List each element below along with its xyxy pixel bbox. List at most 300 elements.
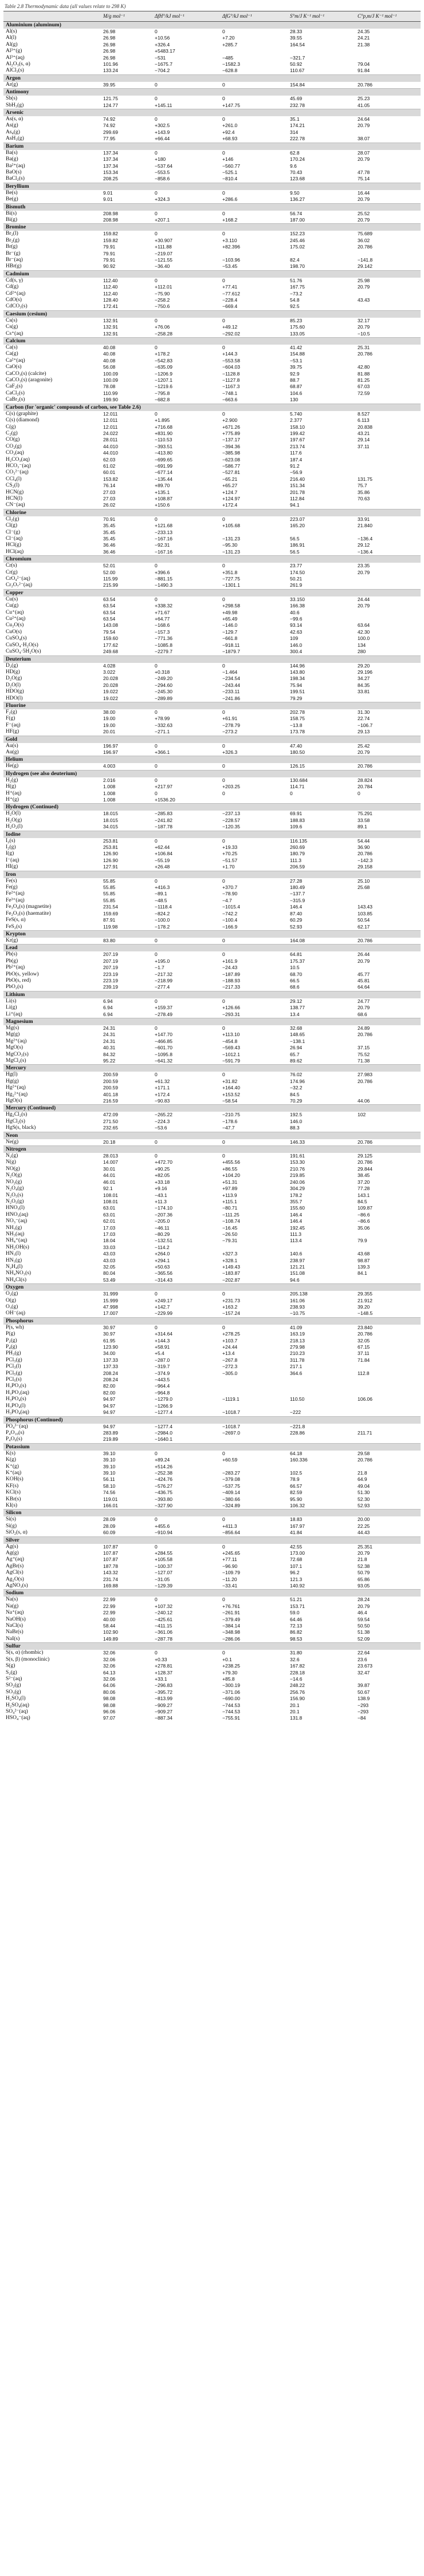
value-cell [220, 1436, 288, 1443]
value-cell: 60.01 [103, 469, 116, 476]
value-cell: −287.0 [155, 1357, 170, 1363]
value-cell: 75.14 [358, 176, 370, 182]
value-cell: −157.3 [155, 629, 170, 635]
table-row [3, 958, 421, 965]
value-cell: −4.7 [222, 897, 232, 903]
substance-cell: H₂CO₃(aq) [6, 456, 30, 463]
table-row [3, 1563, 421, 1570]
value-cell: 140.6 [290, 1251, 303, 1257]
value-cell: +82.05 [155, 1172, 170, 1179]
substance-cell: Hg²⁺(aq) [6, 1085, 26, 1091]
value-cell [288, 530, 355, 536]
value-cell: 61.02 [103, 463, 116, 469]
value-cell: −591.79 [222, 1058, 240, 1064]
value-cell: −183.87 [222, 1270, 240, 1277]
substance-cell: C(g) [6, 424, 16, 430]
value-cell: 355.7 [290, 1198, 303, 1204]
table-row [3, 542, 421, 548]
value-cell [220, 797, 288, 804]
value-cell: −217.32 [155, 971, 172, 977]
value-cell: 180.50 [290, 749, 305, 755]
value-cell: 97.07 [103, 1715, 116, 1721]
value-cell: +396.6 [155, 569, 170, 575]
value-cell: −106.7 [358, 722, 373, 728]
value-cell: 0 [155, 878, 158, 884]
value-cell: 208.98 [103, 210, 118, 216]
value-cell: 60.09 [103, 1530, 116, 1536]
value-cell [220, 1383, 288, 1389]
value-cell: 27.983 [358, 1072, 372, 1078]
substance-cell: N₂O₅(g) [6, 1198, 24, 1204]
substance-cell: CS₂(l) [6, 483, 19, 489]
value-cell: 33.81 [358, 689, 370, 695]
substance-cell: Cd(g) [6, 284, 19, 290]
table-row [3, 811, 421, 817]
value-cell: 78.08 [103, 384, 116, 390]
value-cell: 0 [155, 1153, 158, 1159]
value-cell: 187.78 [103, 1563, 118, 1569]
value-cell: 31.30 [358, 709, 370, 715]
table-title: Table 2.8 Thermodynamic data (all values relate to 298 K) [5, 3, 126, 9]
value-cell: 28.09 [103, 1523, 116, 1529]
value-cell: 163.19 [290, 1331, 305, 1337]
value-cell: 45.69 [290, 96, 303, 102]
section-title: Caesium (cesium) [3, 310, 421, 318]
value-cell: −409.14 [222, 1490, 240, 1496]
table-row [3, 904, 421, 910]
value-cell: 133.05 [290, 330, 305, 337]
value-cell: 29.58 [358, 1450, 370, 1456]
value-cell: 41.09 [290, 1324, 303, 1330]
substance-cell: NH₄⁺(aq) [6, 1238, 28, 1244]
value-cell: +455.6 [155, 1523, 170, 1529]
value-cell: 207.19 [103, 958, 118, 964]
substance-cell: CaO(s) [6, 364, 22, 370]
value-cell: −188.93 [222, 977, 240, 983]
value-cell [355, 530, 421, 536]
value-cell: 84.5 [358, 1198, 367, 1204]
value-cell [355, 1125, 421, 1132]
substance-cell: NaBr(s) [6, 1629, 23, 1635]
value-cell: 40.31 [103, 1045, 116, 1051]
value-cell: −1206.9 [155, 370, 172, 377]
value-cell: +144.3 [222, 351, 238, 357]
table-row [3, 1338, 421, 1344]
value-cell: −84 [358, 1715, 366, 1721]
table-row [3, 1139, 421, 1146]
value-cell: 169.88 [103, 1583, 118, 1589]
value-cell: 107.87 [103, 1550, 118, 1556]
table-row [3, 709, 421, 716]
value-cell: 83.80 [103, 937, 116, 943]
substance-cell: CO₃²⁻(aq) [6, 469, 29, 476]
value-cell: 52.38 [358, 1563, 370, 1569]
value-cell: 20.79 [358, 1550, 370, 1556]
section-header [3, 89, 421, 96]
value-cell: 0 [222, 777, 225, 783]
substance-cell: O₂(g) [6, 1291, 18, 1297]
substance-cell: HNO₃(l) [6, 1205, 25, 1211]
gibbs-column-header: ΔfG°/kJ mol⁻¹ [220, 11, 288, 22]
value-cell: 42.55 [290, 1543, 303, 1550]
value-cell: 228.86 [290, 1429, 305, 1436]
value-cell: −856.64 [222, 1530, 240, 1536]
value-cell: +104.20 [222, 1172, 240, 1179]
table-row [3, 384, 421, 390]
value-cell: 94.97 [103, 1396, 116, 1402]
value-cell: 123.90 [103, 1344, 118, 1350]
value-cell: −485 [222, 54, 234, 61]
table-row [3, 1544, 421, 1550]
table-row [3, 911, 421, 917]
value-cell: 60.29 [290, 917, 303, 923]
value-cell [220, 1390, 288, 1396]
value-cell: 52.09 [358, 1635, 370, 1642]
substance-cell: Na(s) [6, 1597, 18, 1603]
value-cell [355, 1436, 421, 1443]
value-cell: +159.37 [155, 1005, 172, 1011]
value-cell: 158.75 [290, 716, 305, 722]
value-cell [220, 1464, 288, 1470]
value-cell [355, 1409, 421, 1416]
table-row [3, 476, 421, 483]
value-cell: 210.23 [290, 1350, 305, 1357]
value-cell: 222.78 [290, 136, 305, 142]
value-cell: −293 [358, 1702, 369, 1708]
value-cell: 0 [222, 1516, 225, 1523]
value-cell: −1085.8 [155, 642, 172, 648]
value-cell: 0 [155, 998, 158, 1004]
value-cell: −221.8 [290, 1423, 305, 1429]
table-row [3, 1676, 421, 1682]
value-cell: 98.53 [290, 1635, 303, 1642]
value-cell: 67.15 [358, 1344, 370, 1350]
value-cell: 0 [222, 231, 225, 237]
value-cell: 26.94 [290, 1045, 303, 1051]
substance-cell: PbO(s, yellow) [6, 971, 39, 977]
value-cell: −53.6 [155, 1125, 167, 1131]
substance-cell: He(g) [6, 763, 19, 769]
table-row [3, 523, 421, 529]
substance-cell: HCN(l) [6, 495, 23, 501]
value-cell: −755.91 [222, 1715, 240, 1721]
table-row [3, 629, 421, 635]
table-row [3, 1005, 421, 1011]
value-cell: 0 [222, 1025, 225, 1031]
value-cell: 104.6 [290, 390, 303, 396]
value-cell: 58.10 [103, 1483, 116, 1489]
value-cell: +0.33 [155, 1656, 167, 1662]
value-cell: 94.97 [103, 1423, 116, 1429]
value-cell: −748.1 [222, 390, 238, 396]
substance-cell: SO₃(g) [6, 1689, 21, 1695]
value-cell: 192.5 [290, 1112, 303, 1118]
value-cell: 85.23 [290, 317, 303, 323]
substance-cell: Cd²⁺(aq) [6, 290, 26, 297]
value-cell: −576.27 [155, 1483, 172, 1489]
section-title: Iodine [3, 831, 421, 838]
value-cell: +284.55 [155, 1550, 172, 1556]
substance-cell: N₂H₄(l) [6, 1263, 23, 1270]
value-cell: 61.95 [103, 1337, 116, 1344]
value-cell: 26.98 [103, 48, 116, 54]
substance-cell: Cu(g) [6, 603, 19, 609]
table-row [3, 675, 421, 682]
value-cell: −1127.8 [222, 377, 240, 384]
value-cell: 12.011 [103, 417, 118, 424]
value-cell: 47.78 [358, 169, 370, 175]
value-cell: +147.75 [222, 102, 240, 108]
value-cell: 33.03 [103, 1244, 116, 1250]
value-cell: +68.93 [222, 136, 238, 142]
value-cell: 187.00 [290, 216, 305, 223]
value-cell: 70.63 [358, 495, 370, 501]
value-cell: 0 [222, 709, 225, 715]
table-row [3, 156, 421, 163]
value-cell: −2697.0 [222, 1429, 240, 1436]
value-cell [288, 1390, 355, 1396]
value-cell: −699.65 [155, 456, 172, 463]
value-cell: 17.03 [103, 1224, 116, 1231]
table-row [3, 1270, 421, 1277]
substance-cell: H⁺(g) [6, 797, 19, 803]
value-cell: −2279.7 [155, 649, 172, 655]
value-cell [220, 1377, 288, 1383]
value-cell: +149.43 [222, 1263, 240, 1270]
value-cell: 44.01 [103, 1172, 116, 1179]
value-cell: −138.1 [290, 1038, 305, 1044]
value-cell: −319.7 [155, 1364, 170, 1370]
substance-cell: MgCO₃(s) [6, 1051, 29, 1057]
value-cell: 36.46 [103, 542, 116, 548]
value-cell: 228.18 [290, 1669, 305, 1676]
value-cell: 0 [155, 1543, 158, 1550]
value-cell: 0 [155, 410, 158, 417]
value-cell: 167.97 [290, 1523, 305, 1529]
value-cell: 42.63 [290, 629, 303, 635]
value-cell: −111.25 [222, 1211, 240, 1218]
value-cell: 0 [155, 1516, 158, 1523]
value-cell: −560.77 [222, 163, 240, 169]
value-cell: 0 [155, 96, 158, 102]
value-cell: 37.20 [358, 1179, 370, 1185]
value-cell: 208.25 [103, 176, 118, 182]
value-cell: 56.5 [290, 536, 300, 542]
value-cell: 0 [222, 878, 225, 884]
substance-cell: HNO₃(aq) [6, 1211, 29, 1218]
substance-cell: Cu²⁺(aq) [6, 616, 26, 622]
value-cell: 20.79 [358, 123, 370, 129]
value-cell: +124.7 [222, 489, 238, 495]
substance-cell: N₂O(g) [6, 1172, 22, 1179]
value-cell: 88.3 [290, 1125, 300, 1131]
value-cell: 84.1 [358, 1270, 367, 1277]
substance-cell: Mg(s) [6, 1025, 19, 1031]
value-cell: −136.4 [358, 536, 373, 542]
value-cell: 20.786 [358, 1078, 372, 1084]
value-cell: 43.21 [358, 430, 370, 436]
substance-cell: Ne(g) [6, 1139, 19, 1145]
value-cell: +105.58 [155, 1556, 172, 1563]
value-cell: 174.50 [290, 569, 305, 575]
value-cell: 25.52 [358, 210, 370, 216]
value-cell: −43.1 [155, 1192, 167, 1198]
value-cell [355, 1119, 421, 1125]
value-cell: 0 [155, 1450, 158, 1456]
value-cell: +77.41 [222, 284, 238, 290]
value-cell: −278.49 [155, 1011, 172, 1017]
table-row [3, 318, 421, 324]
value-cell: 155.60 [290, 1205, 305, 1211]
value-cell: −265.22 [155, 1112, 172, 1118]
value-cell: 239.19 [103, 984, 118, 990]
section-title: Chlorine [3, 509, 421, 516]
substance-cell: H₂O(l) [6, 811, 21, 817]
value-cell: 0 [155, 1025, 158, 1031]
value-cell: 28.011 [103, 437, 118, 443]
value-cell: 101.96 [103, 61, 118, 68]
value-cell: 10.5 [290, 965, 300, 971]
value-cell: +62.44 [155, 844, 170, 851]
substance-cell: Pb(g) [6, 958, 18, 964]
value-cell: −425.61 [155, 1616, 172, 1622]
value-cell: +79.30 [222, 1669, 238, 1676]
table-row [3, 278, 421, 284]
value-cell: 0 [222, 149, 225, 156]
value-cell: −1018.7 [222, 1409, 240, 1416]
substance-cell: HCN(g) [6, 489, 24, 495]
substance-cell: CO₂(aq) [6, 450, 24, 456]
value-cell: 37.15 [358, 1045, 370, 1051]
header-row [3, 11, 421, 22]
value-cell [355, 891, 421, 897]
value-cell: 30.97 [103, 1324, 116, 1330]
value-cell: 21.8 [358, 1469, 367, 1476]
substance-cell: P₄O₆(s) [6, 1436, 22, 1443]
value-cell: −1277.4 [155, 1409, 172, 1416]
value-cell [288, 1403, 355, 1409]
table-row [3, 978, 421, 984]
value-cell: 25.351 [358, 1543, 372, 1550]
value-cell: −393.80 [155, 1496, 172, 1502]
substance-cell: Cs(g) [6, 324, 18, 330]
value-cell: 401.18 [103, 1091, 118, 1097]
table-row [3, 82, 421, 89]
table-row [3, 797, 421, 804]
value-cell: 35.1 [290, 116, 300, 123]
value-cell: −690.00 [222, 1696, 240, 1702]
value-cell: 86.82 [290, 1629, 303, 1635]
section-header [3, 1536, 421, 1544]
value-cell: +70.25 [222, 851, 238, 857]
value-cell: 20.00 [358, 1516, 370, 1523]
section-header [3, 702, 421, 709]
value-cell: −704.2 [155, 68, 170, 74]
table-row [3, 1451, 421, 1457]
value-cell: −129.7 [222, 629, 238, 635]
value-cell: +146 [222, 156, 234, 163]
substance-cell: K⁺(g) [6, 1463, 19, 1469]
substance-cell: Li(g) [6, 1005, 17, 1011]
section-title: Arsenic [3, 109, 421, 117]
value-cell: 62.8 [290, 149, 300, 156]
value-cell: −205.0 [155, 1218, 170, 1224]
value-cell: −32.2 [290, 1085, 303, 1091]
value-cell: 17.03 [103, 1231, 116, 1237]
value-cell: 200.59 [103, 1078, 118, 1084]
table-row [3, 1125, 421, 1132]
value-cell: 175.02 [290, 244, 305, 250]
value-cell: −918.11 [222, 642, 240, 648]
value-cell: −131.23 [222, 536, 240, 542]
substance-cell: MgO(s) [6, 1045, 23, 1051]
value-cell [355, 1038, 421, 1045]
section-title: Potassium [3, 1443, 421, 1451]
value-cell: 44.06 [358, 1098, 370, 1104]
value-cell: 58.44 [103, 1623, 116, 1629]
value-cell: −289.89 [155, 695, 172, 701]
table-row [3, 1166, 421, 1172]
table-row [3, 516, 421, 523]
value-cell: 89.1 [358, 824, 367, 830]
substance-cell: Cr(s) [6, 563, 17, 569]
substance-cell: Cu(s) [6, 596, 18, 602]
substance-cell: O(g) [6, 1297, 16, 1303]
value-cell: 0 [155, 231, 158, 237]
value-cell: 28.824 [358, 777, 372, 783]
value-cell: −53.45 [222, 263, 238, 270]
value-cell: 20.786 [358, 81, 372, 88]
value-cell: −218.99 [155, 977, 172, 983]
value-cell: 249.68 [103, 649, 118, 655]
value-cell [220, 48, 288, 54]
table-row [3, 563, 421, 569]
value-cell: 198.70 [290, 263, 305, 270]
substance-cell: Be(s) [6, 189, 18, 196]
substance-cell: KI(s) [6, 1502, 18, 1508]
value-cell: 158.10 [290, 424, 305, 430]
value-cell: 0 [155, 345, 158, 351]
value-cell: +85.8 [222, 1676, 235, 1682]
table-row [3, 603, 421, 609]
value-cell: 20.028 [103, 682, 118, 688]
table-row [3, 1516, 421, 1523]
value-cell: 124.77 [103, 102, 118, 108]
value-cell: 92.1 [103, 1186, 113, 1192]
table-row [3, 898, 421, 904]
value-cell: 153.34 [103, 169, 118, 175]
value-cell: 208.98 [103, 216, 118, 223]
substance-cell: Al(g) [6, 41, 18, 48]
table-row [3, 663, 421, 669]
value-cell: 191.61 [290, 1153, 305, 1159]
value-cell: −167.16 [155, 548, 172, 555]
substance-cell: Hg₂Cl₂(s) [6, 1112, 28, 1118]
table-row [3, 450, 421, 456]
value-cell: 253.81 [103, 844, 118, 851]
value-cell [355, 397, 421, 404]
value-cell: −663.6 [222, 397, 238, 403]
value-cell: −542.83 [155, 357, 172, 364]
value-cell: 2.377 [290, 417, 303, 424]
table-row [3, 864, 421, 871]
value-cell: 159.82 [103, 231, 118, 237]
value-cell: 0 [155, 1139, 158, 1145]
section-header [3, 203, 421, 211]
value-cell: −394.36 [222, 443, 240, 449]
table-row [3, 1072, 421, 1078]
value-cell: −228.4 [222, 297, 238, 303]
